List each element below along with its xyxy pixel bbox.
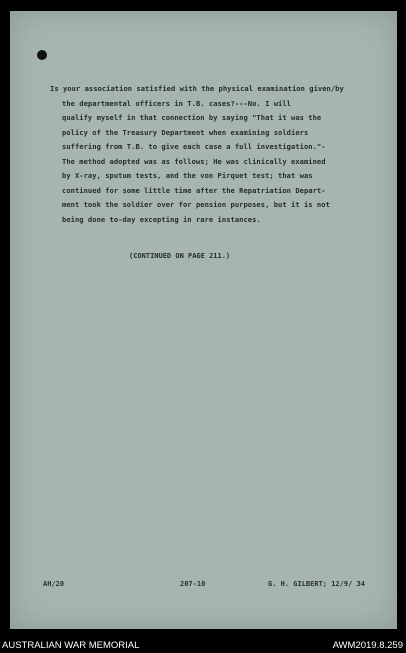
body-line-7: by X-ray, sputum tests, and the von Pirquet test; that was xyxy=(62,171,313,180)
punch-hole xyxy=(37,50,47,60)
footer-page-number: 207-10 xyxy=(180,580,206,588)
body-line-8: continued for some little time after the Repatriation Depart- xyxy=(62,185,326,195)
document-body xyxy=(50,82,390,227)
accession-number: AWM2019.8.259 xyxy=(332,640,403,651)
body-line-4: policy of the Treasury Department when examining soldiers xyxy=(62,127,309,137)
caption-bar xyxy=(0,637,406,653)
body-line-10: being done to-day excepting in rare instances. xyxy=(62,214,261,224)
body-line-1: Is your association satisfied with the physical examination given/by xyxy=(50,84,344,93)
continued-note: (CONTINUED ON PAGE 211.) xyxy=(129,252,231,260)
body-line-5: suffering from T.B. to give each case a full investigation."- xyxy=(62,142,326,151)
body-line-6: The method adopted was as follows; He was clinically examined xyxy=(62,156,326,166)
body-line-2: the departmental officers in T.B. cases?---No. I will xyxy=(62,98,292,108)
body-line-3: qualify myself in that connection by saying "That it was the xyxy=(62,113,322,122)
footer-witness-date: G. H. GILBERT; 12/9/ 34 xyxy=(268,580,365,588)
institution-caption: AUSTRALIAN WAR MEMORIAL xyxy=(2,640,140,651)
footer-reference: AH/20 xyxy=(43,580,65,588)
body-line-9: ment took the soldier over for pension purposes, but it is not xyxy=(62,200,330,209)
